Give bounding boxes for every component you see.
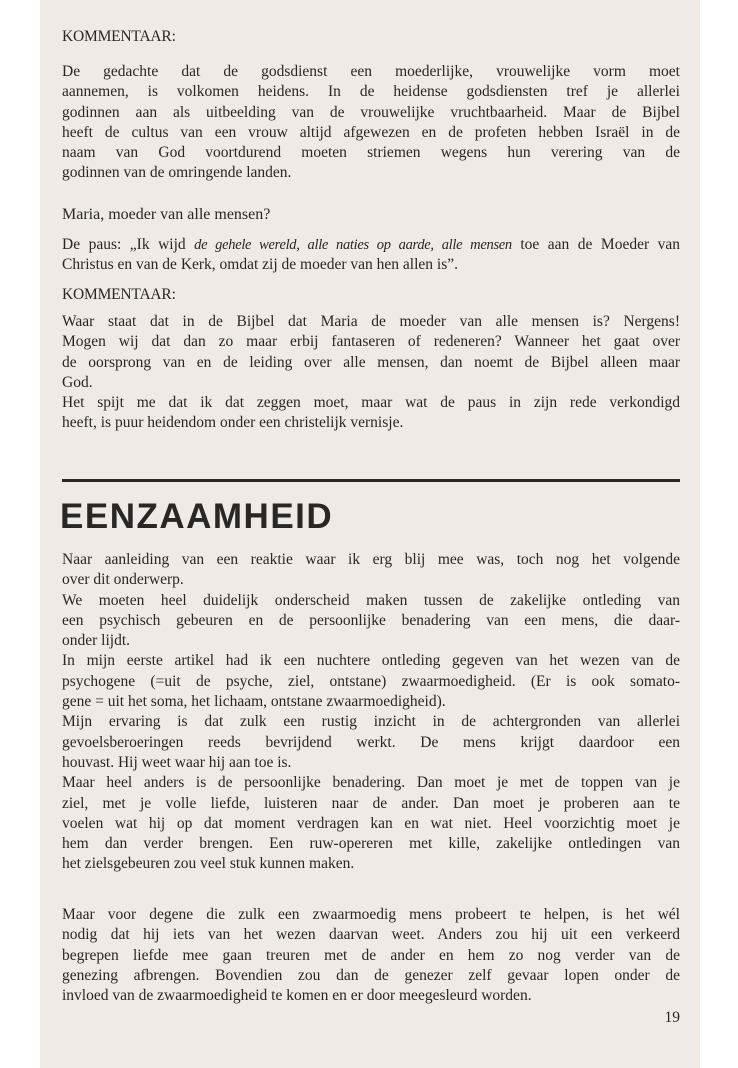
text-line: De gedachte dat de godsdienst een moederlijke, vrouwelijke vorm moet bbox=[62, 63, 680, 80]
article-body-2 bbox=[62, 905, 680, 1006]
text-line: naam van God voortdurend moeten striemen wegens hun verering van de bbox=[62, 144, 680, 162]
text-line: heeft, is puur heidendom onder een christelijk vernisje. bbox=[62, 414, 404, 432]
text-line: begrepen liefde mee gaan treuren met de ander en hem zo nog verder van de bbox=[62, 946, 680, 964]
quote-line bbox=[62, 235, 680, 255]
quote-suffix: toe aan de Moeder van bbox=[511, 236, 681, 253]
text-line: Het spijt me dat ik dat zeggen moet, maar wat de paus in zijn rede verkondigd bbox=[62, 394, 680, 412]
text-line: Maar heel anders is de persoonlijke benadering. Dan moet je met de toppen van je bbox=[62, 774, 680, 792]
text-line: ziel, met je volle liefde, luisteren naar de ander. Dan moet je proberen aan te bbox=[62, 794, 680, 812]
article-title: EENZAAMHEID bbox=[60, 497, 334, 536]
text-line: heeft de cultus van een vrouw altijd afgewezen en de profeten hebben Israël in de bbox=[62, 123, 680, 141]
text-line: gene = uit het soma, het lichaam, ontstane zwaarmoedigheid). bbox=[62, 693, 446, 711]
text-line: invloed van de zwaarmoedigheid te komen en er door meegesleurd worden. bbox=[62, 987, 532, 1005]
text-line: Mijn ervaring is dat zulk een rustig inzicht in de achtergronden van allerlei bbox=[62, 713, 680, 731]
comment-label-1: KOMMENTAAR: bbox=[62, 28, 176, 45]
text-line: godinnen van de omringende landen. bbox=[62, 164, 292, 182]
quote-italic: de gehele wereld, alle naties op aarde, alle mensen bbox=[194, 237, 512, 253]
quote-line: Christus en van de Kerk, omdat zij de moeder van hen allen is”. bbox=[62, 256, 458, 274]
text-line: Mogen wij dat dan zo maar erbij fantaseren of redeneren? Wanneer het gaat over bbox=[62, 333, 680, 351]
text-line: Naar aanleiding van een reaktie waar ik erg blij mee was, toch nog het volgende bbox=[62, 551, 680, 568]
text-line: een psychisch gebeuren en de persoonlijke benadering van een mens, die daar- bbox=[62, 611, 680, 629]
comment-paragraph-2 bbox=[62, 312, 680, 434]
page-number: 19 bbox=[664, 1009, 680, 1026]
text-line: het zielsgebeuren zou veel stuk kunnen maken. bbox=[62, 855, 355, 873]
text-line: de oorsprong van en de leiding over alle mensen, dan noemt de Bijbel alleen maar bbox=[62, 353, 680, 371]
comment-label-2: KOMMENTAAR: bbox=[62, 286, 176, 303]
article-body bbox=[62, 550, 680, 875]
text-line: Waar staat dat in de Bijbel dat Maria de moeder van alle mensen is? Nergens! bbox=[62, 313, 680, 330]
text-line: God. bbox=[62, 373, 93, 391]
text-line: godinnen aan als uitbeelding van de vrouwelijke vruchtbaarheid. Maar de Bijbel bbox=[62, 103, 680, 121]
section-divider bbox=[62, 479, 680, 482]
text-line: hem dan verder brengen. Een ruw-opereren met kille, zakelijke ontledingen van bbox=[62, 835, 680, 853]
text-line: onder lijdt. bbox=[62, 632, 131, 650]
text-line: psychogene (=uit de psyche, ziel, ontstane) zwaarmoedigheid. (Er is ook somato- bbox=[62, 672, 680, 690]
text-line: Maar voor degene die zulk een zwaarmoedig mens probeert te helpen, is het wél bbox=[62, 906, 680, 923]
comment-paragraph-1 bbox=[62, 62, 680, 184]
text-line: In mijn eerste artikel had ik een nuchtere ontleding gegeven van het wezen van de bbox=[62, 652, 680, 670]
text-line: houvast. Hij weet waar hij aan toe is. bbox=[62, 753, 292, 771]
pope-quote bbox=[62, 235, 680, 276]
text-line: genezing afbrengen. Bovendien zou dan de genezer zelf gevaar lopen onder de bbox=[62, 966, 680, 984]
section-heading-maria: Maria, moeder van alle mensen? bbox=[62, 206, 271, 223]
text-line: over dit onderwerp. bbox=[62, 571, 184, 589]
quote-prefix: De paus: „Ik wijd bbox=[62, 236, 195, 253]
text-line: voelen wat hij op dat moment verdragen kan en wat niet. Heel voorzichtig moet je bbox=[62, 814, 680, 832]
text-line: gevoelsberoeringen reeds bevrijdend werkt. De mens krijgt daardoor een bbox=[62, 733, 680, 751]
text-line: aannemen, is volkomen heidens. In de heidense godsdiensten tref je allerlei bbox=[62, 83, 680, 101]
text-line: We moeten heel duidelijk onderscheid maken tussen de zakelijke ontleding van bbox=[62, 591, 680, 609]
text-line: nodig dat hij iets van het wezen daarvan weet. Anders zou hij uit een verkeerd bbox=[62, 926, 680, 944]
